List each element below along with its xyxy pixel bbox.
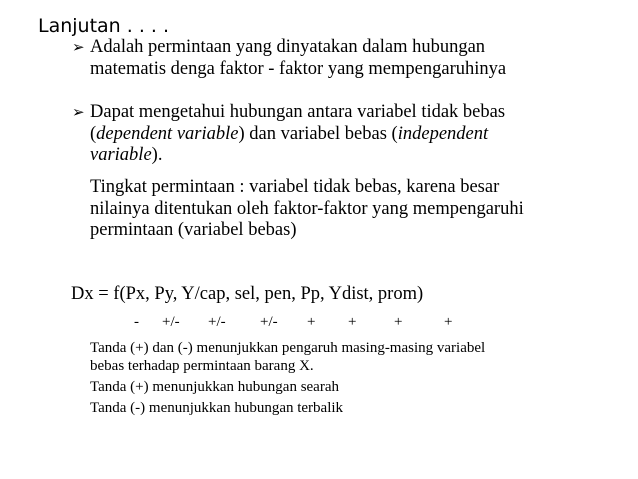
- note-line-2: bebas terhadap permintaan barang X.: [90, 358, 314, 374]
- bullet-text-2: [90, 102, 505, 167]
- sign-py: +/-: [162, 314, 180, 330]
- bullet-text-1: [90, 37, 506, 80]
- note-line-4: Tanda (-) menunjukkan hubungan terbalik: [90, 400, 344, 416]
- bullet-2-open-paren: (: [90, 123, 97, 144]
- sign-px: -: [134, 314, 139, 330]
- note-line-1: Tanda (+) dan (-) menunjukkan pengaruh masing-masing variabel: [90, 340, 486, 356]
- bullet-1-line-1: Adalah permintaan yang dinyatakan dalam hubungan: [90, 37, 486, 57]
- paragraph-line-2: nilainya ditentukan oleh faktor-faktor yang mempengaruhi: [90, 198, 524, 219]
- sign-pen: +: [307, 314, 316, 330]
- sign-prom: +: [444, 314, 453, 330]
- sign-ydist: +: [394, 314, 403, 330]
- definition-paragraph: [90, 177, 524, 242]
- sign-pp: +: [348, 314, 357, 330]
- paragraph-line-1: Tingkat permintaan : variabel tidak bebas, karena besar: [90, 177, 500, 197]
- arrow-bullet-icon: ➢: [72, 38, 85, 56]
- slide-title: Lanjutan . . . .: [38, 15, 170, 37]
- sign-ycap: +/-: [208, 314, 226, 330]
- sign-sel: +/-: [260, 314, 278, 330]
- dependent-variable-term: dependent variable: [96, 123, 239, 144]
- bullet-2-line-1: Dapat mengetahui hubungan antara variabel tidak bebas: [90, 102, 506, 122]
- bullet-1-line-2: matematis denga faktor - faktor yang mempengaruhinya: [90, 58, 507, 79]
- note-line-3: Tanda (+) menunjukkan hubungan searah: [90, 379, 339, 395]
- demand-formula: Dx = f(Px, Py, Y/cap, sel, pen, Pp, Ydist, prom): [71, 284, 424, 304]
- variable-term: variable: [90, 145, 152, 165]
- bullet-2-mid-text: ) dan variabel bebas (: [238, 123, 398, 144]
- arrow-bullet-icon: ➢: [72, 103, 85, 121]
- paragraph-line-3: permintaan (variabel bebas): [90, 220, 297, 240]
- bullet-2-line-3: [90, 145, 505, 167]
- independent-term: independent: [397, 123, 489, 144]
- bullet-2-line-2: [90, 124, 505, 146]
- bullet-2-close-text: ).: [151, 145, 163, 165]
